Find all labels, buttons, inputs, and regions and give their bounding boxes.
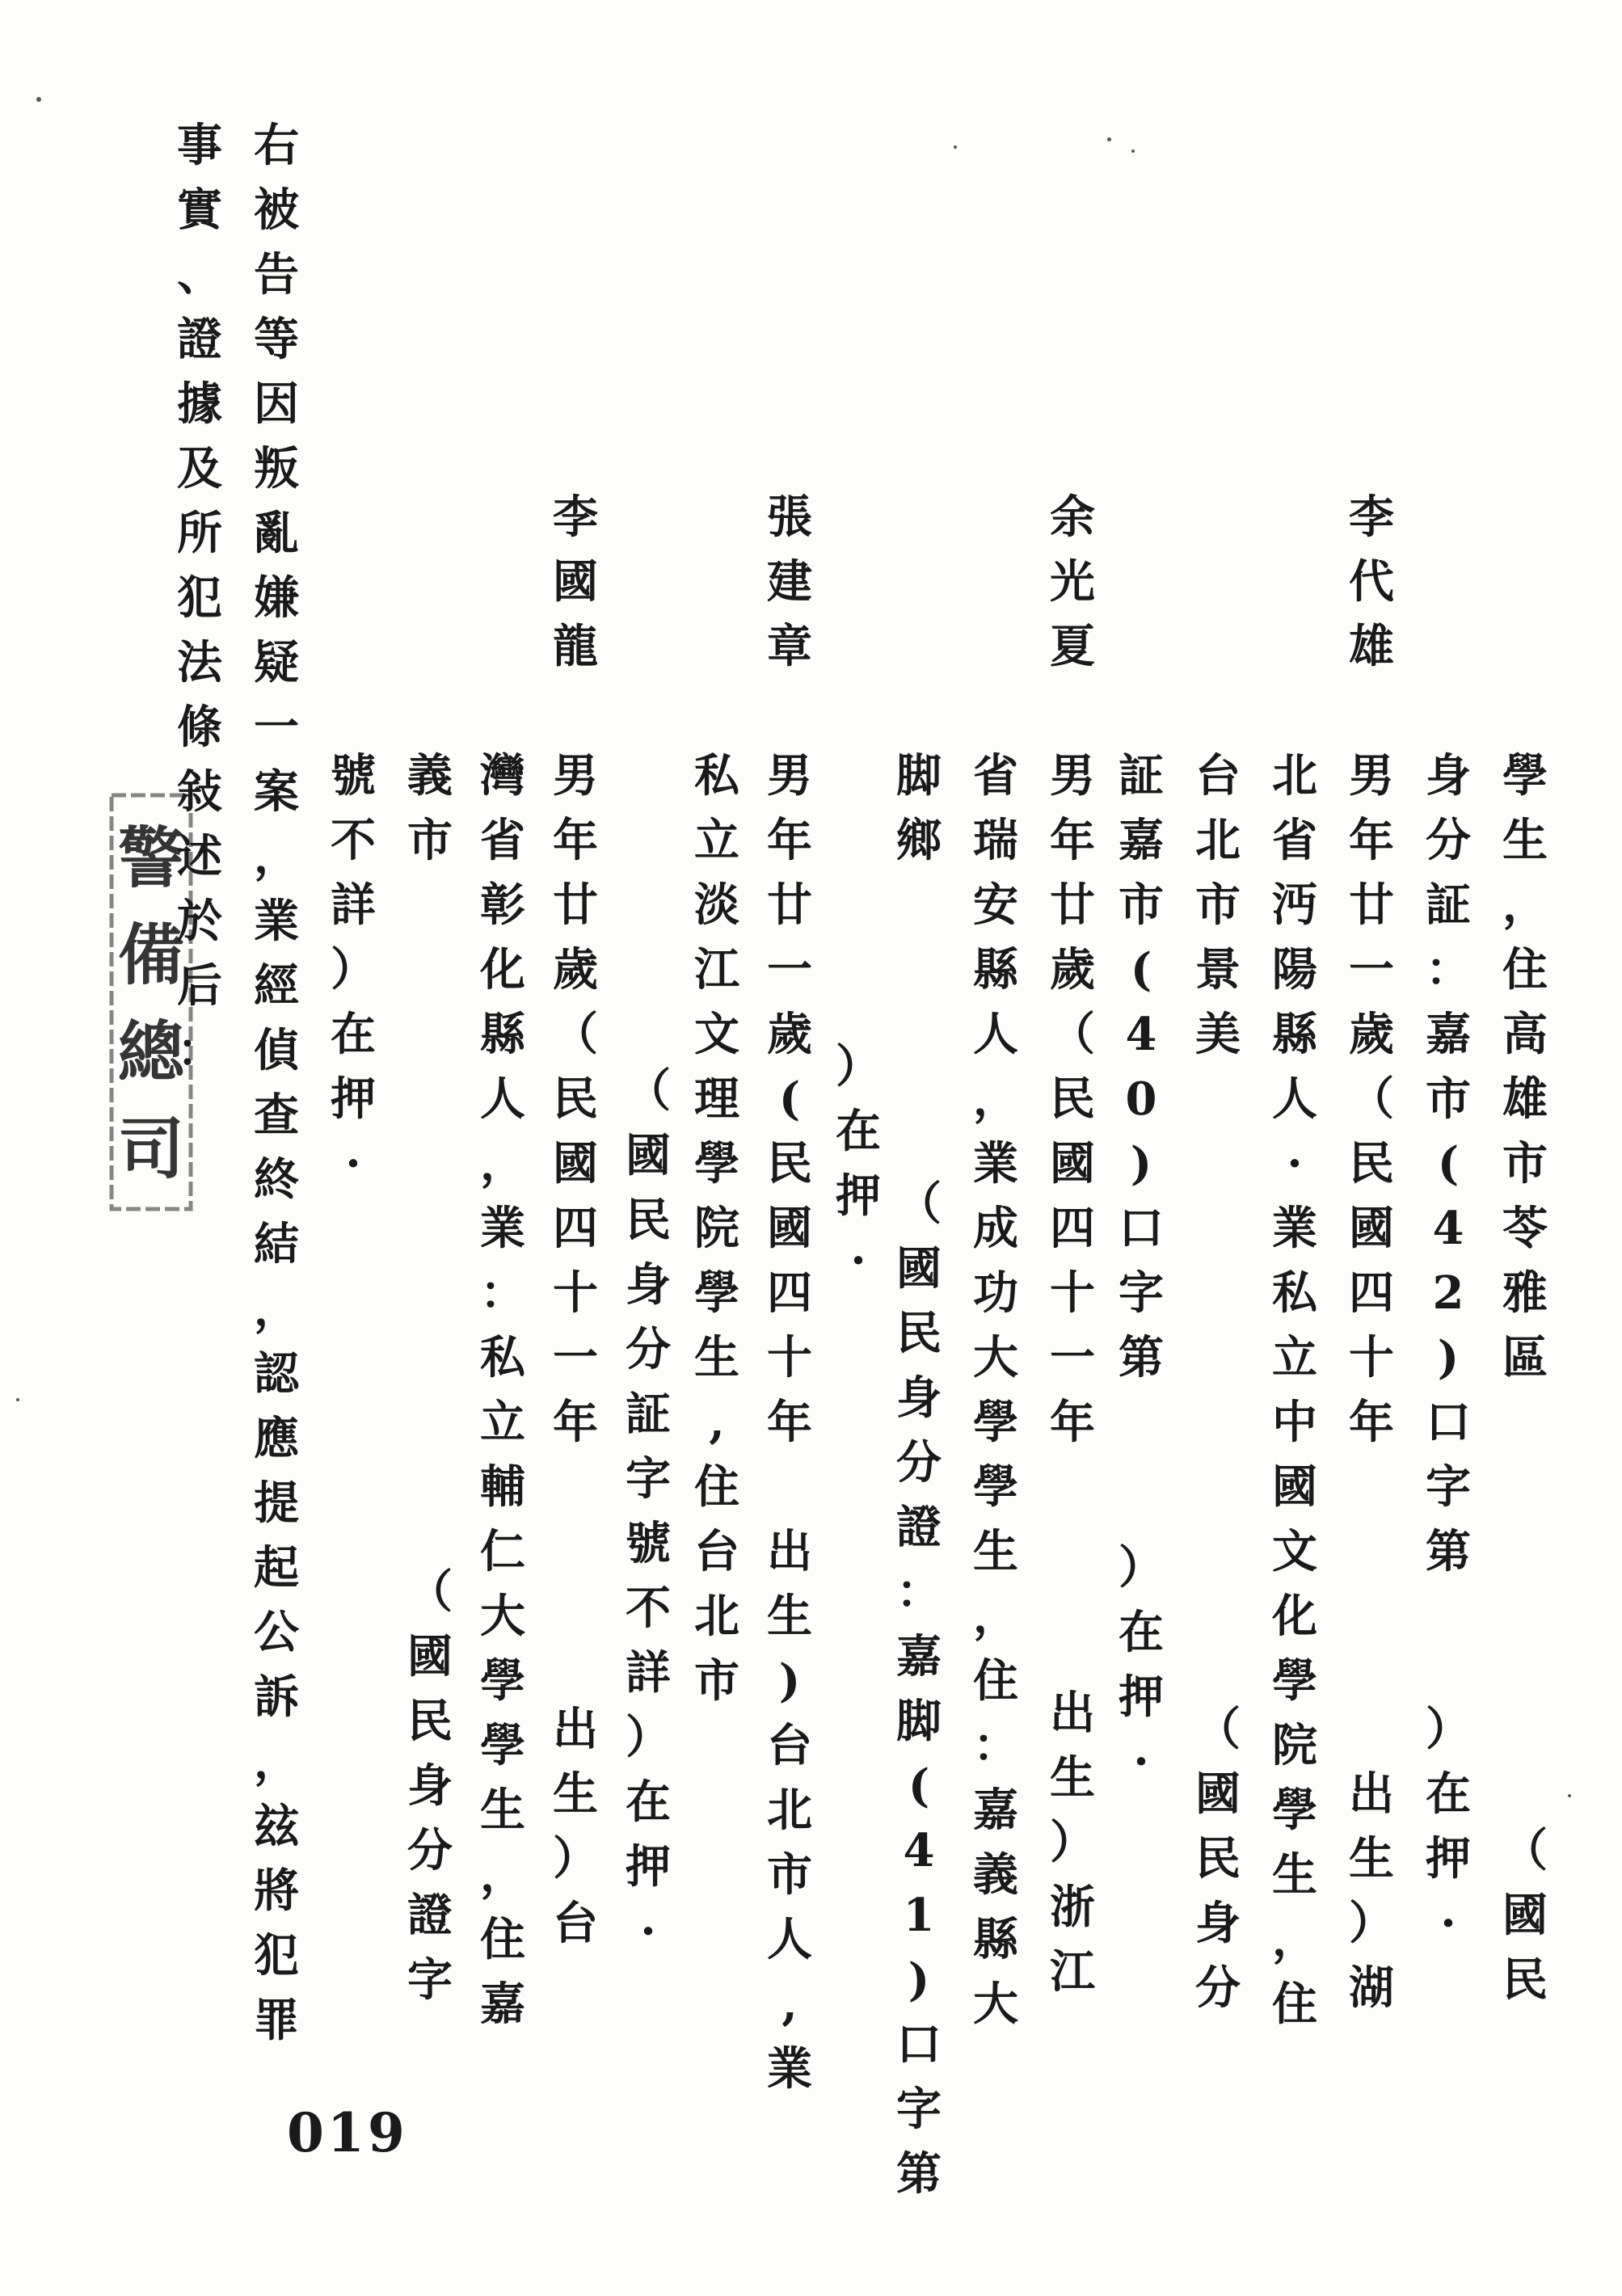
svg-text:備: 備 (117, 916, 185, 994)
text-column: （ 國 民 身 分 證 ： 嘉 脚 ( 4 1 ) 口 字 第 (896, 1177, 942, 2201)
text-column: （ 國 民 身 分 證 字 (407, 1565, 453, 2007)
text-column: 出 生 ） 湖 (1349, 1767, 1394, 2015)
official-seal-stamp (107, 792, 196, 1212)
text-column: （ 國 民 身 分 証 字 號 不 詳 ） 在 押 · (626, 1064, 671, 1958)
svg-text:警: 警 (117, 819, 185, 897)
text-column: 出 生 ) 台 北 市 人 , 業 (767, 1525, 812, 2096)
text-column: 身 分 証 ： 嘉 市 ( 4 2 ) 口 字 第 (1426, 749, 1471, 1578)
text-column: 李 代 雄 (1349, 491, 1394, 673)
text-column: 台 北 市 景 美 (1195, 749, 1241, 1061)
text-column: 北 省 沔 陽 縣 人 · 業 私 立 中 國 文 化 學 院 學 生 ， 住 (1272, 749, 1317, 2031)
text-column: 私 立 淡 江 文 理 學 院 學 生 , 住 台 北 市 (694, 749, 739, 1708)
text-column: 張 建 章 (767, 491, 812, 673)
text-column: 李 國 龍 (553, 491, 598, 673)
text-column: 男 年 廿 歲 （ 民 國 四 十 一 年 (553, 749, 598, 1449)
text-column: 學 生 ， 住 高 雄 市 苓 雅 區 (1502, 749, 1548, 1384)
text-column: 右 被 告 等 因 叛 亂 嫌 疑 一 案 ， 業 經 偵 查 終 結 ， 認 應 提 起 公 訴 ， 玆 將 犯 罪 (254, 119, 299, 2047)
text-column: （ 國 民 (1502, 1824, 1548, 2007)
scan-speck (1131, 150, 1135, 153)
svg-text:司: 司 (117, 1110, 185, 1188)
text-column: 証 嘉 市 ( 4 0 ) 口 字 第 (1119, 749, 1164, 1384)
scan-speck (1568, 1794, 1571, 1797)
scan-speck (954, 145, 957, 149)
text-column: ） 在 押 · (836, 1040, 881, 1287)
text-column: 省 瑞 安 縣 人 ， 業 成 功 大 學 學 生 ， 住 ： 嘉 義 縣 大 (973, 749, 1018, 2031)
text-column: ） 在 押 · (1119, 1541, 1164, 1788)
text-column: 男 年 廿 歲 （ 民 國 四 十 一 年 (1050, 749, 1095, 1449)
text-column: ） 在 押 · (1426, 1703, 1471, 1950)
text-column: 出 生 ） 台 (553, 1703, 598, 1950)
text-column: 余 光 夏 (1050, 491, 1095, 673)
text-column: 出 生 ） 浙 江 (1050, 1687, 1095, 1999)
scan-speck (1107, 137, 1111, 141)
text-column: 男 年 廿 一 歲 ( 民 國 四 十 年 (767, 749, 812, 1449)
text-column: 事 實 、 證 據 及 所 犯 法 條 敍 述 於 后 ： (177, 119, 222, 1077)
text-column: 脚 鄉 (896, 749, 942, 867)
text-column: 義 市 (407, 749, 453, 867)
text-column: （ 國 民 身 分 (1195, 1703, 1241, 2015)
scan-speck (16, 1398, 19, 1401)
text-column: 灣 省 彰 化 縣 人 ， 業 ： 私 立 輔 仁 大 學 學 生 ， 住 嘉 (480, 749, 525, 2031)
svg-text:總: 總 (117, 1013, 185, 1091)
text-column: 男 年 廿 一 歲 （ 民 國 四 十 年 (1349, 749, 1394, 1449)
scan-speck (36, 97, 41, 102)
page-number: 019 (287, 2101, 408, 2164)
text-column: 號 不 詳 ） 在 押 · (331, 749, 376, 1190)
